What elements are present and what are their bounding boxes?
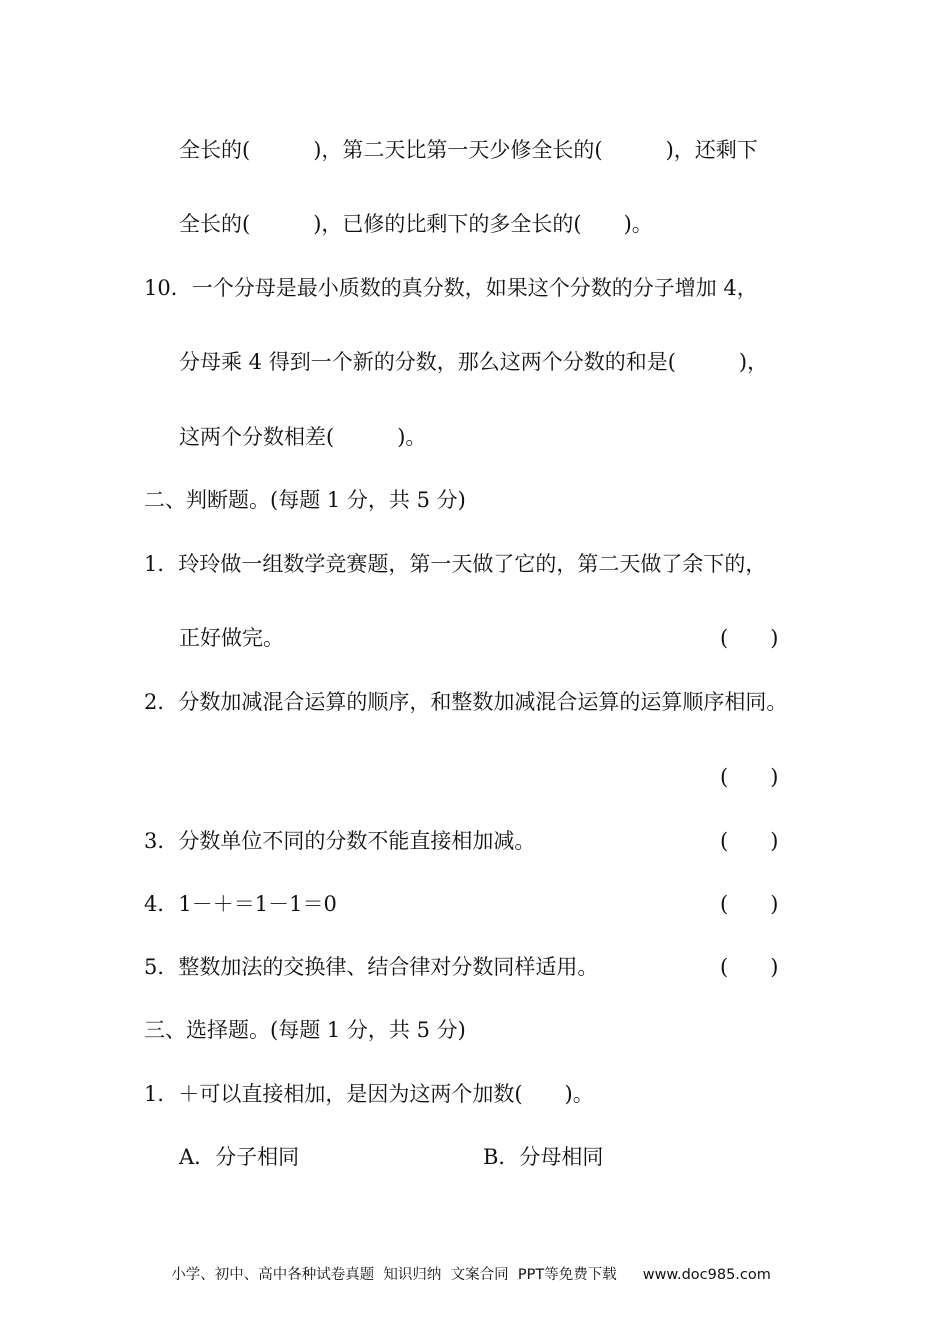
answer-paren: ( ) (720, 626, 779, 650)
question-10-line-1: 10．一个分母是最小质数的真分数，如果这个分数的分子增加 4， (144, 276, 758, 300)
section-heading-choice: 三、选择题。(每题 1 分，共 5 分) (144, 1018, 466, 1042)
section-heading-judgement: 二、判断题。(每题 1 分，共 5 分) (144, 488, 466, 512)
judgement-q3: 3．分数单位不同的分数不能直接相加减。 (144, 829, 536, 853)
footer-url[interactable]: www.doc985.com (642, 1267, 771, 1283)
text-line: 全长的( )，第二天比第一天少修全长的( )，还剩下 (179, 138, 758, 162)
answer-paren: ( ) (720, 765, 779, 789)
page-footer (162, 1242, 771, 1286)
answer-paren: ( ) (720, 829, 779, 853)
choice-q1: 1．＋可以直接相加，是因为这两个加数( )。 (144, 1082, 594, 1106)
judgement-q1-line-1: 1．玲玲做一组数学竞赛题，第一天做了它的，第二天做了余下的， (144, 552, 767, 576)
judgement-q2: 2．分数加减混合运算的顺序，和整数加减混合运算的运算顺序相同。 (144, 690, 788, 714)
question-10-line-3: 这两个分数相差( )。 (179, 425, 427, 449)
judgement-q4: 4．1－＋＝1－1＝0 (144, 892, 337, 916)
answer-paren: ( ) (720, 955, 779, 979)
answer-paren: ( ) (720, 892, 779, 916)
choice-option-b: B．分母相同 (483, 1145, 604, 1169)
judgement-q1-line-2: 正好做完。 (179, 626, 284, 650)
judgement-q5: 5．整数加法的交换律、结合律对分数同样适用。 (144, 955, 599, 979)
text-line: 全长的( )，已修的比剩下的多全长的( )。 (179, 212, 653, 236)
footer-text: 小学、初中、高中各种试卷真题 知识归纳 文案合同 PPT等免费下载 (171, 1267, 617, 1283)
question-10-line-2: 分母乘 4 得到一个新的分数，那么这两个分数的和是( )， (179, 350, 769, 374)
choice-option-a: A．分子相同 (179, 1145, 300, 1169)
